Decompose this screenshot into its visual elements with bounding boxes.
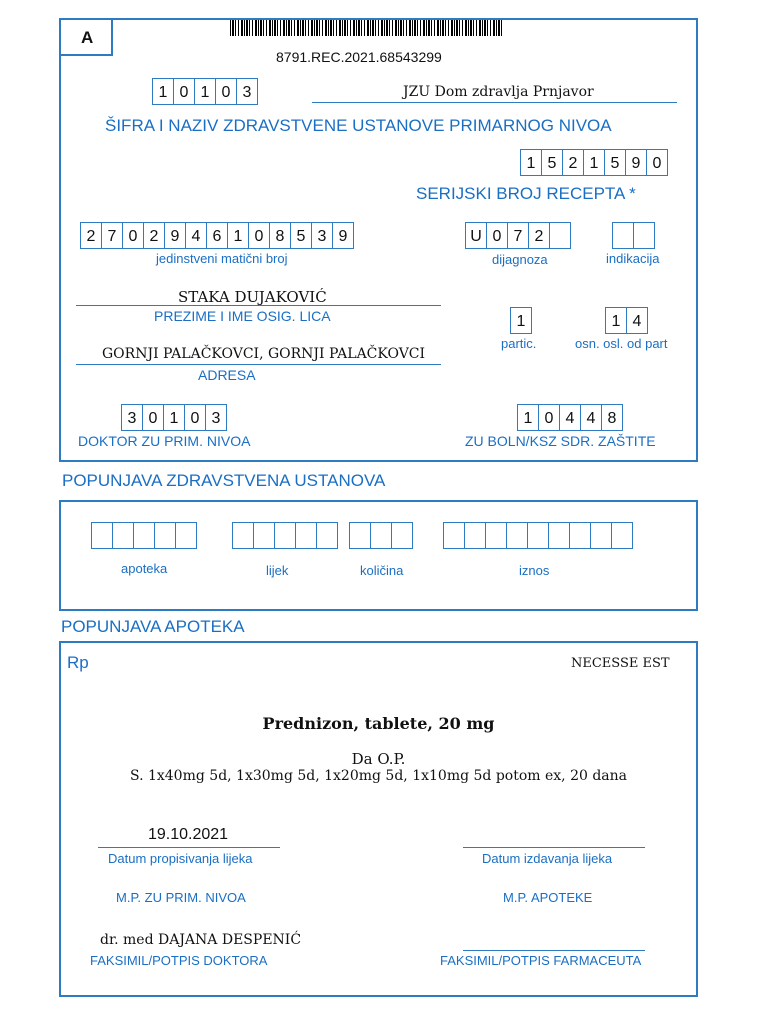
insurance-basis-label: osn. osl. od part <box>575 336 668 351</box>
prescribed-date: 19.10.2021 <box>148 826 229 843</box>
digit-cell[interactable]: 9 <box>332 222 354 249</box>
doctor-code-boxes[interactable] <box>121 404 227 431</box>
lijek-label: lijek <box>266 563 289 578</box>
issued-date-line <box>463 847 645 848</box>
barcode-text: 8791.REC.2021.68543299 <box>276 49 442 65</box>
patient-name-label: PREZIME I IME OSIG. LICA <box>154 308 331 324</box>
digit-cell[interactable]: 6 <box>206 222 228 249</box>
digit-cell[interactable]: 8 <box>269 222 291 249</box>
digit-cell[interactable]: 0 <box>486 222 508 249</box>
digit-cell[interactable]: 2 <box>143 222 165 249</box>
patient-address-label: ADRESA <box>198 367 256 383</box>
diagnosis-label: dijagnoza <box>492 252 548 267</box>
digit-cell[interactable]: 1 <box>227 222 249 249</box>
digit-cell[interactable]: 9 <box>625 149 647 176</box>
iznos-label: iznos <box>519 563 550 578</box>
hospital-code-label: ZU BOLN/KSZ SDR. ZAŠTITE <box>465 433 656 449</box>
serial-number-boxes[interactable] <box>520 149 668 176</box>
rx-da: Da O.P. <box>351 750 406 768</box>
digit-cell[interactable]: 9 <box>164 222 186 249</box>
patient-address-line <box>76 364 441 365</box>
institution-code-boxes[interactable] <box>152 78 258 105</box>
barcode <box>230 20 502 36</box>
digit-cell[interactable]: 3 <box>236 78 258 105</box>
digit-cell[interactable]: 1 <box>605 307 627 334</box>
digit-cell[interactable] <box>633 222 655 249</box>
serial-number-label: SERIJSKI BROJ RECEPTA * <box>416 184 636 203</box>
digit-cell[interactable]: 2 <box>562 149 584 176</box>
kolicina-boxes[interactable] <box>349 522 413 549</box>
doctor-signature-label: FAKSIMIL/POTPIS DOKTORA <box>90 953 268 968</box>
digit-cell[interactable]: 3 <box>311 222 333 249</box>
digit-cell[interactable]: 1 <box>194 78 216 105</box>
patient-address: GORNJI PALAČKOVCI, GORNJI PALAČKOVCI <box>102 346 426 362</box>
digit-cell[interactable]: 1 <box>152 78 174 105</box>
jmbg-label: jedinstveni matični broj <box>156 251 288 266</box>
digit-cell[interactable]: 5 <box>604 149 626 176</box>
apoteka-boxes[interactable] <box>91 522 197 549</box>
digit-cell[interactable]: 0 <box>646 149 668 176</box>
digit-cell[interactable]: 1 <box>163 404 185 431</box>
rx-signa: S. 1x40mg 5d, 1x30mg 5d, 1x20mg 5d, 1x10mg 5d potom ex, 20 dana <box>129 768 628 784</box>
digit-cell[interactable]: 8 <box>601 404 623 431</box>
issued-date-label: Datum izdavanja lijeka <box>482 851 613 866</box>
digit-cell[interactable]: 1 <box>517 404 539 431</box>
partic-boxes[interactable] <box>510 307 532 334</box>
digit-cell[interactable]: 0 <box>248 222 270 249</box>
digit-cell[interactable]: 2 <box>80 222 102 249</box>
section-institution-title: POPUNJAVA ZDRAVSTVENA USTANOVA <box>62 471 386 490</box>
doctor-name: dr. med DAJANA DESPENIĆ <box>100 932 302 948</box>
mp-apoteke-label: M.P. APOTEKE <box>503 890 593 905</box>
digit-cell[interactable]: 7 <box>507 222 529 249</box>
digit-cell[interactable]: 1 <box>510 307 532 334</box>
digit-cell[interactable]: 0 <box>215 78 237 105</box>
patient-name-line <box>76 305 441 306</box>
indication-boxes[interactable] <box>612 222 655 249</box>
hospital-code-boxes[interactable] <box>517 404 623 431</box>
digit-cell[interactable]: 1 <box>583 149 605 176</box>
iznos-boxes[interactable] <box>443 522 633 549</box>
section-pharmacy-title: POPUNJAVA APOTEKA <box>61 617 245 636</box>
form-letter: A <box>81 28 94 47</box>
institution-name: JZU Dom zdravlja Prnjavor <box>403 84 594 100</box>
mp-zu-label: M.P. ZU PRIM. NIVOA <box>116 890 246 905</box>
digit-cell[interactable]: 4 <box>559 404 581 431</box>
digit-cell[interactable]: 3 <box>121 404 143 431</box>
institution-name-line <box>312 102 677 103</box>
digit-cell[interactable]: 0 <box>184 404 206 431</box>
digit-cell[interactable]: 5 <box>541 149 563 176</box>
partic-label: partic. <box>501 336 537 351</box>
lijek-boxes[interactable] <box>232 522 338 549</box>
indication-label: indikacija <box>606 251 660 266</box>
digit-cell[interactable]: 0 <box>122 222 144 249</box>
digit-cell[interactable]: 0 <box>538 404 560 431</box>
kolicina-label: količina <box>360 563 404 578</box>
digit-cell[interactable] <box>612 222 634 249</box>
digit-cell[interactable]: 5 <box>290 222 312 249</box>
insurance-basis-boxes[interactable] <box>605 307 648 334</box>
digit-cell[interactable]: 7 <box>101 222 123 249</box>
diagnosis-boxes[interactable] <box>465 222 571 249</box>
digit-cell[interactable]: 2 <box>528 222 550 249</box>
digit-cell[interactable]: U <box>465 222 487 249</box>
rp-label: Rp <box>67 653 89 672</box>
institution-label: ŠIFRA I NAZIV ZDRAVSTVENE USTANOVE PRIMARNOG NIVOA <box>105 116 612 135</box>
digit-cell[interactable]: 3 <box>205 404 227 431</box>
institution-section-frame <box>59 500 698 611</box>
jmbg-boxes[interactable] <box>80 222 354 249</box>
digit-cell[interactable]: 0 <box>173 78 195 105</box>
digit-cell[interactable]: 4 <box>185 222 207 249</box>
digit-cell[interactable] <box>549 222 571 249</box>
digit-cell[interactable]: 4 <box>580 404 602 431</box>
digit-cell[interactable]: 1 <box>520 149 542 176</box>
digit-cell[interactable]: 0 <box>142 404 164 431</box>
pharmacist-signature-line <box>463 950 645 951</box>
pharmacist-signature-label: FAKSIMIL/POTPIS FARMACEUTA <box>440 953 642 968</box>
necesse-est: NECESSE EST <box>571 656 670 671</box>
patient-name: STAKA DUJAKOVIĆ <box>178 288 327 306</box>
digit-cell[interactable]: 4 <box>626 307 648 334</box>
apoteka-label: apoteka <box>121 561 168 576</box>
doctor-code-label: DOKTOR ZU PRIM. NIVOA <box>78 433 251 449</box>
drug-name: Prednizon, tablete, 20 mg <box>262 714 495 733</box>
prescribed-date-line <box>98 847 280 848</box>
prescribed-date-label: Datum propisivanja lijeka <box>108 851 253 866</box>
